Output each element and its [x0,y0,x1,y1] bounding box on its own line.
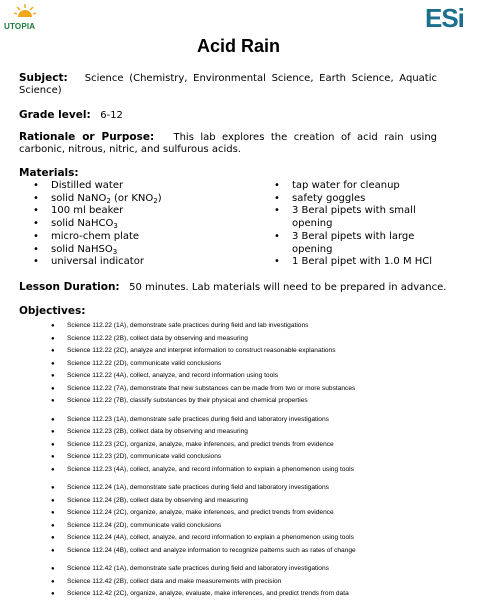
list-item: • solid NaNO$_2$ (or $KNO_2$) [19,193,259,206]
list-item: ● Science 112.24 (2C), organize, analyze, make inferences, and predict trends from evidence [19,507,459,520]
list-item: • 3 Beral pipets with large opening [260,231,440,256]
materials-list-right [260,180,440,269]
list-item: ● Science 112.24 (4A), collect, analyze, and record information to explain a phenomenon using tools [19,532,459,545]
rationale-section [19,131,437,156]
grade-label: Grade level: [19,109,91,121]
utopia-logo-text: UTOPIA [4,22,36,31]
list-item: ● Science 112.22 (2D), communicate valid conclusions [19,358,459,371]
subject-label: Subject: [19,72,68,84]
list-item: • solid NaHCO$_3$ [19,218,259,231]
objectives-section [19,305,459,607]
duration-label: Lesson Duration: [19,281,120,293]
list-item: • 1 Beral pipet with 1.0 M HCl [260,256,440,269]
rationale-text: This lab explores the creation of acid rain using carbonic, nitrous, nitric, and sulfurous acids. [19,132,438,155]
sun-icon [14,4,36,18]
list-item: ● Science 112.24 (1A), demonstrate safe practices during field and laboratory investigations [19,482,459,495]
list-item: ● Science 112.42 (1A), demonstrate safe practices during field and laboratory investigations [19,563,459,576]
list-item: ● Science 112.22 (4A), collect, analyze, and record information using tools [19,370,459,383]
list-item: ● Science 112.24 (2D), communicate valid conclusions [19,520,459,533]
list-item: ● Science 112.22 (7B), classify substances by their physical and chemical properties [19,395,459,408]
list-item: ● Science 112.23 (2D), communicate valid conclusions [19,451,459,464]
list-item: • micro-chem plate [19,231,259,244]
list-item: • safety goggles [260,193,440,206]
list-item: • Distilled water [19,180,259,193]
esi-logo-text: ESi [425,3,464,33]
list-item: ● Science 112.42 (2B), collect data and make measurements with precision [19,576,459,589]
page-title: Acid Rain [196,36,280,56]
subject-text: Science (Chemistry, Environmental Science, Earth Science, Aquatic Science) [19,73,437,96]
list-item: ● Science 112.23 (2C), organize, analyze, make inferences, and predict trends from evidence [19,439,459,452]
list-item: • universal indicator [19,256,259,269]
materials-list-left [19,180,259,269]
objectives-group-112-24 [19,482,459,557]
list-item: ● Science 112.22 (2B), collect data by observing and measuring [19,333,459,346]
objectives-group-112-22 [19,320,459,408]
objectives-group-112-23 [19,414,459,477]
utopia-logo [4,2,48,36]
list-item: • solid NaHSO$_3$ [19,244,259,257]
list-item: ● Science 112.23 (2B), collect data by observing and measuring [19,426,459,439]
subject-section [19,72,437,97]
objectives-label: Objectives: [19,305,86,317]
list-item: • 3 Beral pipets with small opening [260,205,440,230]
duration-section [19,281,459,294]
list-item: • tap water for cleanup [260,180,440,193]
esi-logo [425,2,469,34]
list-item: ● Science 112.23 (1A), demonstrate safe practices during field and laboratory investigations [19,414,459,427]
grade-text: 6-12 [100,110,123,121]
list-item: ● Science 112.24 (2B), collect data by observing and measuring [19,495,459,508]
materials-heading [19,167,437,180]
grade-section [19,109,437,122]
materials-label: Materials: [19,167,79,179]
list-item: ● Science 112.23 (4A), collect, analyze, and record information to explain a phenomenon using tools [19,464,459,477]
duration-text: 50 minutes. Lab materials will need to be prepared in advance. [129,282,447,293]
list-item: ● Science 112.22 (2C), analyze and interpret information to construct reasonable explanations [19,345,459,358]
objectives-group-112-42 [19,563,459,601]
list-item: • 100 ml beaker [19,205,259,218]
list-item: ● Science 112.42 (2C), organize, analyze, evaluate, make inferences, and predict trends from data [19,588,459,601]
list-item: ● Science 112.22 (7A), demonstrate that new substances can be made from two or more substances [19,383,459,396]
list-item: ● Science 112.22 (1A), demonstrate safe practices during field and lab investigations [19,320,459,333]
list-item: ● Science 112.24 (4B), collect and analyze information to recognize patterns such as rates of change [19,545,459,558]
rationale-label: Rationale or Purpose: [19,131,155,143]
